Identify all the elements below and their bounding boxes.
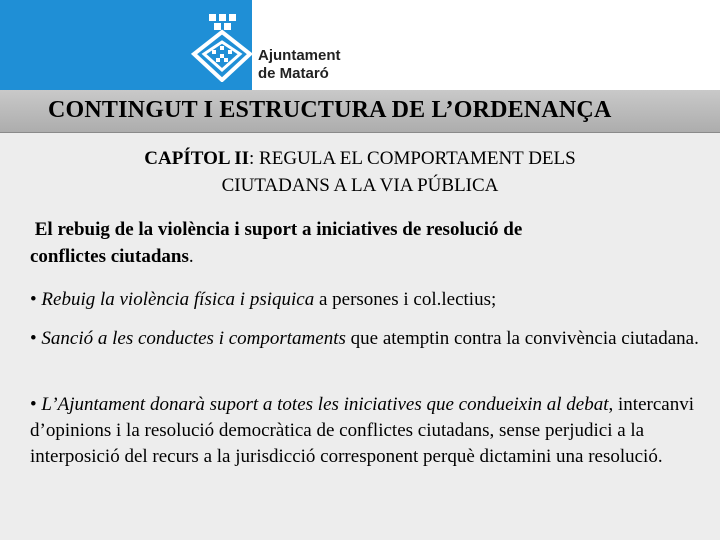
chapter-subtitle [30,145,690,199]
bullet-text: , intercanvi d’opinions i la resolució democràtica de conflictes ciutadans, sense perjudici a la interposició del recurs a la jurisdicció corresponent perquè dictamini una resolució. [30,394,694,467]
lead-line2: conflictes ciutadans [30,246,189,267]
bullet-text: a persones i col.lectius; [314,289,497,310]
organization-name [258,47,341,83]
chapter-label: CAPÍTOL II [144,148,250,169]
bullet-marker: • [30,289,37,310]
bullet-marker: • [30,328,37,349]
org-name-line1: Ajuntament [258,47,341,64]
page-title: CONTINGUT I ESTRUCTURA DE L’ORDENANÇA [48,97,612,123]
bullet-marker: • [30,394,37,415]
bullet-emphasis: L’Ajuntament donarà suport a totes les iniciatives que condueixin al debat [41,394,609,415]
bullet-emphasis: Rebuig la violència física i psiquica [41,289,315,310]
chapter-title-line2: CIUTADANS A LA VIA PÚBLICA [221,175,499,196]
list-item [30,392,718,470]
list-item [30,326,718,352]
lead-line1: El rebuig de la violència i suport a iniciatives de resolució de [34,219,523,240]
org-name-line2: de Mataró [258,65,329,82]
lead-end: . [188,246,194,267]
bullet-emphasis: Sanció a les conductes i comportaments [41,328,346,349]
title-bar [0,90,720,133]
list-item [30,287,718,313]
mataro-emblem-icon [190,14,254,82]
bullet-text: que atemptin contra la convivència ciutadana. [345,328,699,349]
chapter-title-line1: : REGULA EL COMPORTAMENT DELS [249,148,576,169]
section-lead [30,216,690,270]
